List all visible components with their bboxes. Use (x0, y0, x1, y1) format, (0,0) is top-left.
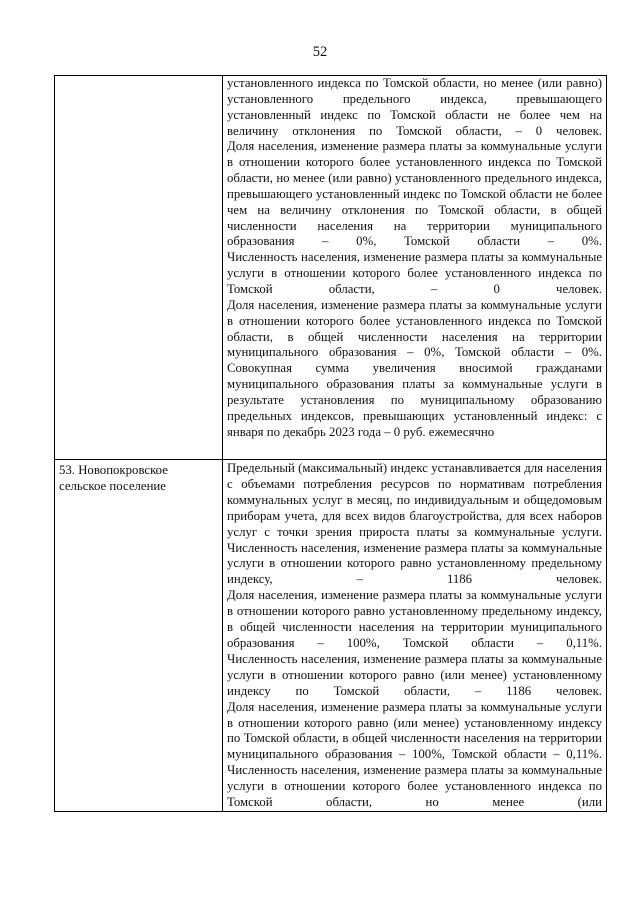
paragraph: Доля населения, изменение размера платы за коммунальные услуги в отношении которого равно (или менее) установленному индексу по Томской области, в общей численности населения на территории муниципального образования – 100%, Томской области – 0,11%. (227, 699, 602, 762)
paragraph: Численность населения, изменение размера платы за коммунальные услуги в отношении которого равно установленному предельному индексу, – 1186 человек. (227, 540, 602, 587)
paragraph: установленного индекса по Томской области, но менее (или равно) установленного предельного индекса, превышающего установленный индекс по Томской области не более чем на величину отклонения по Томской области, – 0 человек. (227, 76, 602, 138)
table-cell-right (223, 76, 607, 460)
table-row (55, 460, 607, 812)
table-cell-left (55, 76, 223, 460)
table-cell-left (55, 460, 223, 812)
row-label (55, 76, 222, 78)
table-cell-right (223, 460, 607, 812)
document-table (54, 75, 607, 812)
table-row (55, 76, 607, 460)
paragraph: Доля населения, изменение размера платы за коммунальные услуги в отношении которого более установленного индекса по Томской области, но менее (или равно) установленного предельного индекса, превышающего установленный индекс по Томской области не более чем на величину отклонения по Томской области, в общей численности населения на территории муниципального образования – 0%, Томской области – 0%. (227, 139, 602, 249)
paragraph: Численность населения, изменение размера платы за коммунальные услуги в отношении которого более установленного индекса по Томской области, но менее (или (227, 763, 602, 810)
paragraph: Предельный (максимальный) индекс устанавливается для населения с объемами потребления ресурсов по нормативам потребления коммунальных услуг в месяц, по индивидуальным и общедомовым приборам учета, для всех видов благоустройства, для всех наборов услуг с точки зрения прироста платы за коммунальные услуги. (227, 461, 602, 539)
paragraph: Численность населения, изменение размера платы за коммунальные услуги в отношении которого более установленного индекса по Томской области, – 0 человек. (227, 250, 602, 296)
paragraph: Доля населения, изменение размера платы за коммунальные услуги в отношении которого равно установленному предельному индексу, в общей численности населения на территории муниципального образования – 100%, Томской области – 0,11%. (227, 588, 602, 650)
page-number: 52 (312, 44, 328, 60)
settlement-name: 53. Новопокровское сельское поселение (59, 463, 168, 493)
paragraph: Доля населения, изменение размера платы за коммунальные услуги в отношении которого более установленного индекса по Томской области, в общей численности населения на территории муниципального образования – 0%, Томской области – 0%. (227, 297, 602, 360)
paragraph: Совокупная сумма увеличения вносимой гражданами муниципального образования платы за коммунальные услуги в результате установления по муниципальному образованию предельных индексов, превышающих установленный индекс: с января по декабрь 2023 года – 0 руб. ежемесячно (227, 361, 602, 439)
paragraph: Численность населения, изменение размера платы за коммунальные услуги в отношении которого равно (или менее) установленному индексу по Томской области, – 1186 человек. (227, 651, 602, 698)
